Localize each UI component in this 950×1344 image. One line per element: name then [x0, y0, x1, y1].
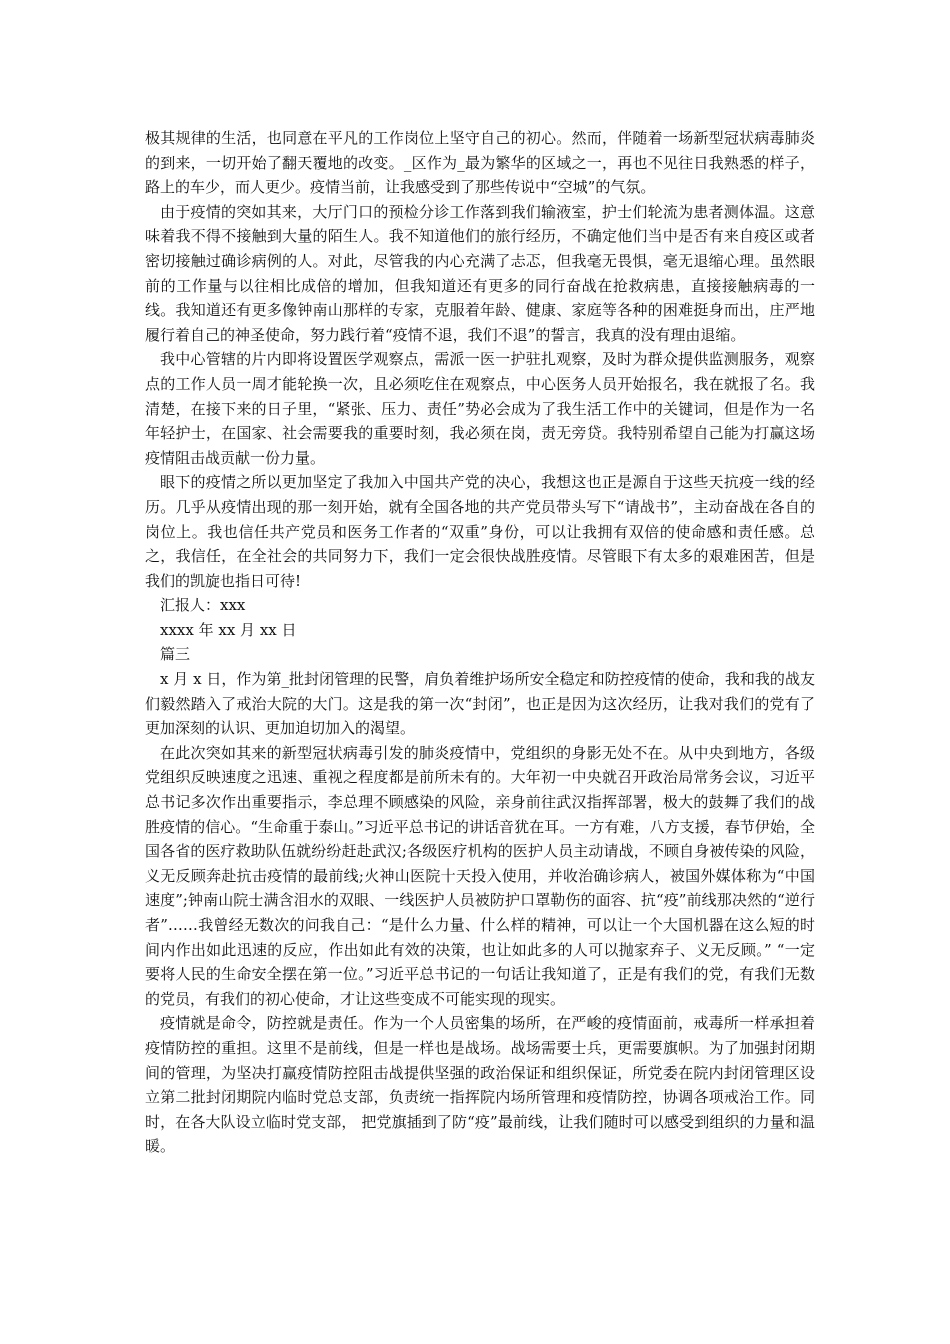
- paragraph: 在此次突如其来的新型冠状病毒引发的肺炎疫情中，党组织的身影无处不在。从中央到地方，各级党组织反映速度之迅速、重视之程度都是前所未有的。大年初一中央就召开政治局常务会议，习近平总书记多次作出重要指示，李总理不顾感染的风险，亲身前往武汉指挥部署，极大的鼓舞了我们的战胜疫情的信心。“生命重于泰山。”习近平总书记的讲话音犹在耳。一方有难，八方支援，春节伊始，全国各省的医疗救助队伍就纷纷赶赴武汉;各级医疗机构的医护人员主动请战，不顾自身被传染的风险，义无反顾奔赴抗击疫情的最前线;火神山医院十天投入使用，并收治确诊病人，被国外媒体称为“中国速度”;钟南山院士满含泪水的双眼、一线医护人员被防护口罩勒伤的面容、抗“疫”前线那决然的“逆行者”……我曾经无数次的问我自己：“是什么力量、什么样的精神，可以让一个大国机器在这么短的时间内作出如此迅速的反应，作出如此有效的决策，也让如此多的人可以抛家弃子、义无反顾。” “一定要将人民的生命安全摆在第一位。”习近平总书记的一句话让我知道了，正是有我们的党，有我们无数的党员，有我们的初心使命，才让这些变成不可能实现的现实。: [145, 743, 815, 1008]
- paragraph: 极其规律的生活，也同意在平凡的工作岗位上坚守自己的初心。然而，伴随着一场新型冠状病毒肺炎的到来，一切开始了翻天覆地的改变。_区作为_最为繁华的区域之一，再也不见往日我熟悉的样子，路上的车少，而人更少。疫情当前，让我感受到了那些传说中“空城”的气氛。: [145, 129, 815, 197]
- document-page: [145, 126, 815, 1159]
- paragraph: 由于疫情的突如其来，大厅门口的预检分诊工作落到我们输液室，护士们轮流为患者测体温。这意味着我不得不接触到大量的陌生人。我不知道他们的旅行经历，不确定他们当中是否有来自疫区或者密切接触过确诊病例的人。对此，尽管我的内心充满了忐忑，但我毫无畏惧，毫无退缩心理。虽然眼前的工作量与以往相比成倍的增加，但我知道还有更多的同行奋战在抢救病患，直接接触病毒的一线。我知道还有更多像钟南山那样的专家，克服着年龄、健康、家庭等各种的困难挺身而出，庄严地履行着自己的神圣使命，努力践行着“疫情不退，我们不退”的誓言，我真的没有理由退缩。: [145, 202, 815, 344]
- reporter-line: 汇报人：xxx: [160, 596, 246, 615]
- date-line: xxxx 年 xx 月 xx 日: [160, 620, 297, 639]
- paragraph: x 月 x 日，作为第_批封闭管理的民警，肩负着维护场所安全稳定和防控疫情的使命，我和我的战友们毅然踏入了戒治大院的大门。这是我的第一次“封闭”，也正是因为这次经历，让我对我们的党有了更加深刻的认识、更加迫切加入的渴望。: [145, 670, 815, 738]
- paragraph: 疫情就是命令，防控就是责任。作为一个人员密集的场所，在严峻的疫情面前，戒毒所一样承担着疫情防控的重担。这里不是前线，但是一样也是战场。战场需要士兵，更需要旗帜。为了加强封闭期间的管理，为坚决打赢疫情防控阻击战提供坚强的政治保证和组织保证，所党委在院内封闭管理区设立第二批封闭期院内临时党总支部，负责统一指挥院内场所管理和疫情防控，协调各项戒治工作。同时，在各大队设立临时党支部， 把党旗插到了防“疫”最前线，让我们随时可以感受到组织的力量和温暖。: [145, 1014, 815, 1156]
- paragraph: 我中心管辖的片内即将设置医学观察点，需派一医一护驻扎观察，及时为群众提供监测服务，观察点的工作人员一周才能轮换一次，且必须吃住在观察点，中心医务人员开始报名，我在就报了名。我清楚，在接下来的日子里，“紧张、压力、责任”势必会成为了我生活工作中的关键词，但是作为一名年轻护士，在国家、社会需要我的重要时刻，我必须在岗，责无旁贷。我特别希望自己能为打赢这场疫情阻击战贡献一份力量。: [145, 350, 815, 467]
- paragraph: 眼下的疫情之所以更加坚定了我加入中国共产党的决心，我想这也正是源自于这些天抗疫一线的经历。几乎从疫情出现的那一刻开始，就有全国各地的共产党员带头写下“请战书”，主动奋战在各自的岗位上。我也信任共产党员和医务工作者的“双重”身份，可以让我拥有双倍的使命感和责任感。总之，我信任，在全社会的共同努力下，我们一定会很快战胜疫情。尽管眼下有太多的艰难困苦，但是我们的凯旋也指日可待!: [145, 473, 815, 590]
- section-title: 篇三: [160, 645, 191, 664]
